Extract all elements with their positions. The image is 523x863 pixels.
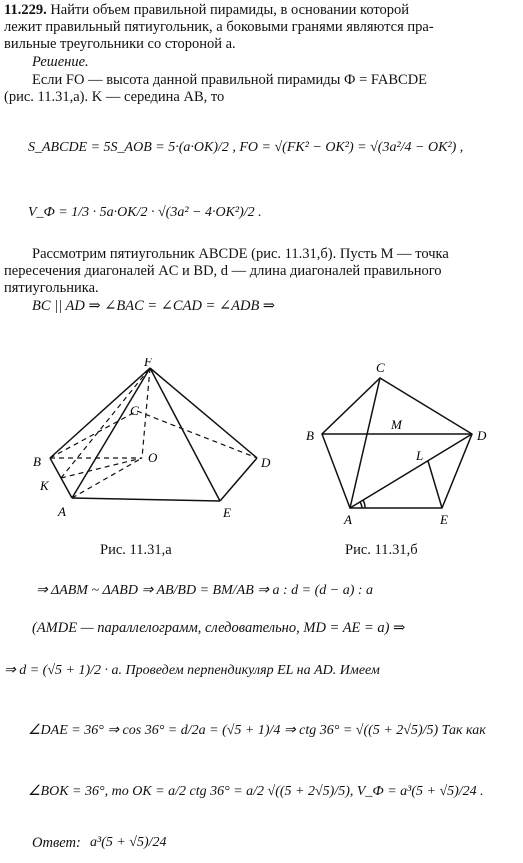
formula-area-volume: S_ABCDE = 5S_AOB = 5·(a·OK)/2 , FO = √(FK² − OK²) = √(3a²/4 − OK²) ,	[28, 140, 464, 155]
figure-pyramid	[20, 358, 290, 528]
edge-AE	[72, 498, 220, 501]
segment-KO	[61, 458, 142, 478]
label-D: D	[261, 455, 271, 470]
edge-FE	[150, 368, 220, 501]
label-F: F	[144, 358, 152, 369]
paragraph2-line4: BC || AD ⇒ ∠BAC = ∠CAD = ∠ADB ⇒	[32, 298, 276, 314]
formula-cos36: ∠DAE = 36° ⇒ cos 36° = d/2a = (√5 + 1)/4 ⇒ ctg 36° = √((5 + 2√5)/5) Так как	[28, 723, 486, 738]
label-A: A	[58, 504, 66, 519]
label-C: C	[376, 360, 385, 375]
caption-figure-b: Рис. 11.31,б	[345, 542, 418, 558]
answer-value: a³(5 + √5)/24	[90, 835, 167, 850]
label-A: A	[344, 512, 352, 527]
paragraph1-line2: (рис. 11.31,а). K — середина AB, то	[4, 89, 225, 105]
edge-ED	[220, 458, 257, 501]
label-B: B	[33, 454, 41, 469]
perpendicular-EL	[428, 461, 442, 508]
diagonal-AC	[350, 378, 380, 508]
parallelogram-line: (AMDE — параллелограмм, следовательно, MD = AE = a) ⇒	[32, 620, 406, 636]
label-D: D	[477, 428, 487, 443]
label-L: L	[416, 448, 424, 463]
label-B: B	[306, 428, 314, 443]
paragraph1-line1: Если FO — высота данной правильной пирамиды Ф = FABCDE	[32, 72, 428, 88]
edge-FD	[150, 368, 257, 458]
problem-text-2: лежит правильный пятиугольник, а боковыми гранями являются пра-	[4, 19, 434, 35]
diagonal-AD	[350, 434, 472, 508]
angle-mark	[360, 502, 362, 508]
formula-volume: V_Ф = 1/3 · 5a·OK/2 · √(3a² − 4·OK²)/2 .	[28, 205, 262, 220]
problem-number: 11.229.	[4, 2, 47, 18]
label-E: E	[223, 505, 231, 520]
problem-text-3: вильные треугольники со стороной a.	[4, 36, 236, 52]
caption-figure-a: Рис. 11.31,а	[100, 542, 172, 558]
label-C: C	[130, 403, 139, 418]
label-K: K	[40, 478, 49, 493]
height-FO	[142, 368, 150, 458]
problem-line-1	[4, 2, 409, 19]
paragraph2-line3: пятиугольника.	[4, 280, 99, 296]
formula-d: ⇒ d = (√5 + 1)/2 · a. Проведем перпендикуляр EL на AD. Имеем	[4, 663, 380, 678]
label-E: E	[440, 512, 448, 527]
figure-pentagon	[300, 358, 515, 528]
label-M: M	[391, 417, 402, 432]
answer-label: Ответ:	[32, 835, 81, 851]
solution-heading: Решение.	[32, 54, 89, 70]
pentagon-ABCDE	[322, 378, 472, 508]
formula-similarity: ⇒ ΔABM ~ ΔABD ⇒ AB/BD = BM/AB ⇒ a : d = (d − a) : a	[36, 583, 374, 598]
label-O: O	[148, 450, 158, 465]
formula-ok-volume: ∠BOK = 36°, то OK = a/2 ctg 36° = a/2 √((5 + 2√5)/5), V_Ф = a³(5 + √5)/24 .	[28, 784, 484, 799]
edge-FA	[72, 368, 150, 498]
paragraph2-line1: Рассмотрим пятиугольник ABCDE (рис. 11.31,б). Пусть M — точка	[32, 246, 449, 262]
problem-text-1: Найти объем правильной пирамиды, в основании которой	[50, 2, 410, 18]
segment-AO	[72, 458, 142, 498]
paragraph2-line2: пересечения диагоналей AC и BD, d — длина диагоналей правильного	[4, 263, 442, 279]
angle-mark-2	[363, 500, 365, 508]
